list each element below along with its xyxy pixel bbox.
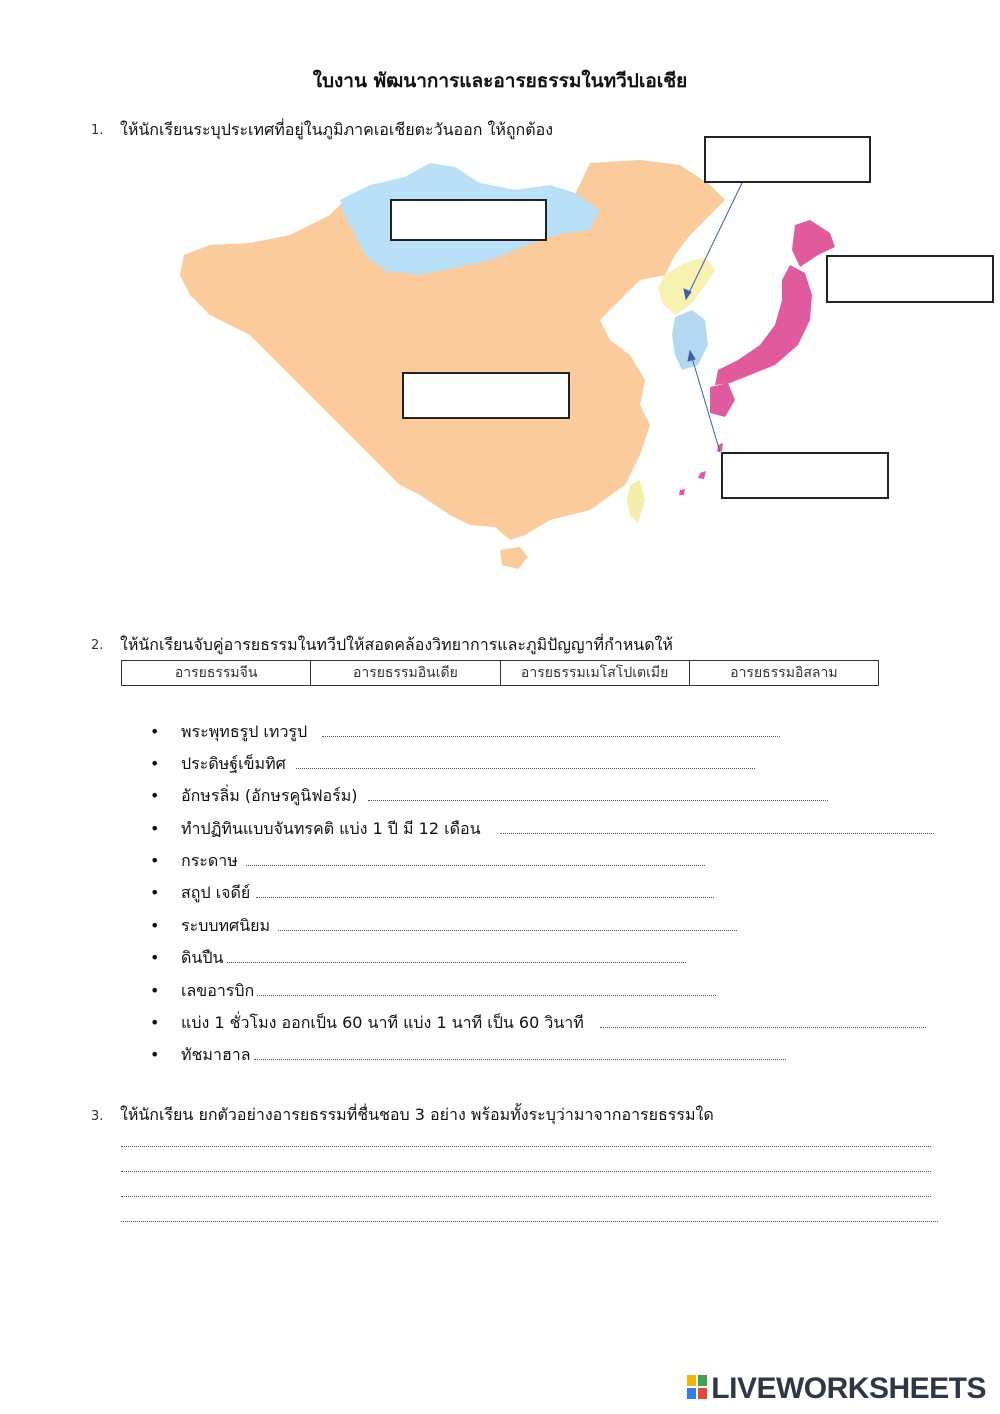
answer-line[interactable] [296,752,755,769]
question-1-number: 1. [91,123,104,138]
item-text: พระพุทธรูป เทวรูป [181,722,308,741]
answer-line[interactable] [246,849,705,866]
answer-line[interactable] [257,979,716,996]
bullet-icon: • [150,754,160,773]
question-2-text: ให้นักเรียนจับคู่อารยธรรมในทวีปให้สอดคล้องวิทยาการและภูมิปัญญาที่กำหนดให้ [120,635,673,654]
bullet-icon: • [150,1013,160,1032]
japan-kyushu [710,383,735,417]
table-header-mesopotamia: อารยธรรมเมโสโปเตเมีย [500,661,689,686]
item-text: แบ่ง 1 ชั่วโมง ออกเป็น 60 นาที แบ่ง 1 นาที เป็น 60 วินาที [181,1013,584,1032]
japan-honshu [715,265,812,385]
answer-line[interactable] [368,784,828,801]
answer-line[interactable] [254,1043,786,1060]
table-header-china: อารยธรรมจีน [122,661,311,686]
item-text: ดินปืน [181,948,224,967]
bullet-icon: • [150,1045,160,1064]
item-text: ทัชมาฮาล [181,1045,251,1064]
answer-line[interactable] [256,881,714,898]
item-text: ทำปฏิทินแบบจันทรคติ แบ่ง 1 ปี มี 12 เดือน [181,819,481,838]
answer-line[interactable] [121,1145,931,1147]
answer-line[interactable] [121,1195,931,1197]
bullet-icon: • [150,916,160,935]
liveworksheets-mark-icon [687,1375,709,1401]
bullet-icon: • [150,722,160,741]
table-header-islam: อารยธรรมอิสลาม [689,661,878,686]
question-3-text: ให้นักเรียน ยกตัวอย่างอารยธรรมที่ชื่นชอบ 3 อย่าง พร้อมทั้งระบุว่ามาจากอารยธรรมใด [120,1105,714,1124]
item-text: ประดิษฐ์เข็มทิศ [181,754,286,773]
bullet-icon: • [150,851,160,870]
answer-box-mongolia[interactable] [390,199,547,241]
bullet-icon: • [150,819,160,838]
answer-line[interactable] [600,1011,926,1028]
question-3-number: 3. [91,1109,104,1124]
answer-line[interactable] [278,914,737,931]
answer-box-south-korea[interactable] [721,452,889,499]
question-1-text: ให้นักเรียนระบุประเทศที่อยู่ในภูมิภาคเอเชียตะวันออก ให้ถูกต้อง [120,120,554,139]
question-2-number: 2. [91,638,104,653]
table-header-india: อารยธรรมอินเดีย [311,661,500,686]
answer-line[interactable] [121,1220,938,1222]
item-text: สถูป เจดีย์ [181,883,251,902]
bullet-icon: • [150,883,160,902]
answer-line[interactable] [500,817,934,834]
liveworksheets-logo [687,1372,986,1406]
answer-line[interactable] [121,1170,931,1172]
item-text: กระดาษ [181,851,238,870]
answer-line[interactable] [322,720,780,737]
bullet-icon: • [150,786,160,805]
answer-box-china[interactable] [402,372,570,419]
civilization-table [121,660,879,686]
answer-box-north-korea[interactable] [704,136,871,183]
worksheet-title: ใบงาน พัฒนาการและอารยธรรมในทวีปเอเชีย [312,70,688,92]
item-text: ระบบทศนิยม [181,916,271,935]
taiwan-region [627,480,645,523]
bullet-icon: • [150,981,160,1000]
hainan-island [500,547,528,569]
answer-line[interactable] [227,946,686,963]
item-text: อักษรลิ่ม (อักษรคูนิฟอร์ม) [181,786,358,805]
answer-box-japan[interactable] [826,255,994,303]
logo-text: LIVEWORKSHEETS [711,1372,986,1405]
item-text: เลขอารบิก [181,981,255,1000]
south-korea-region [672,310,708,370]
japan-islands [679,443,723,495]
bullet-icon: • [150,948,160,967]
